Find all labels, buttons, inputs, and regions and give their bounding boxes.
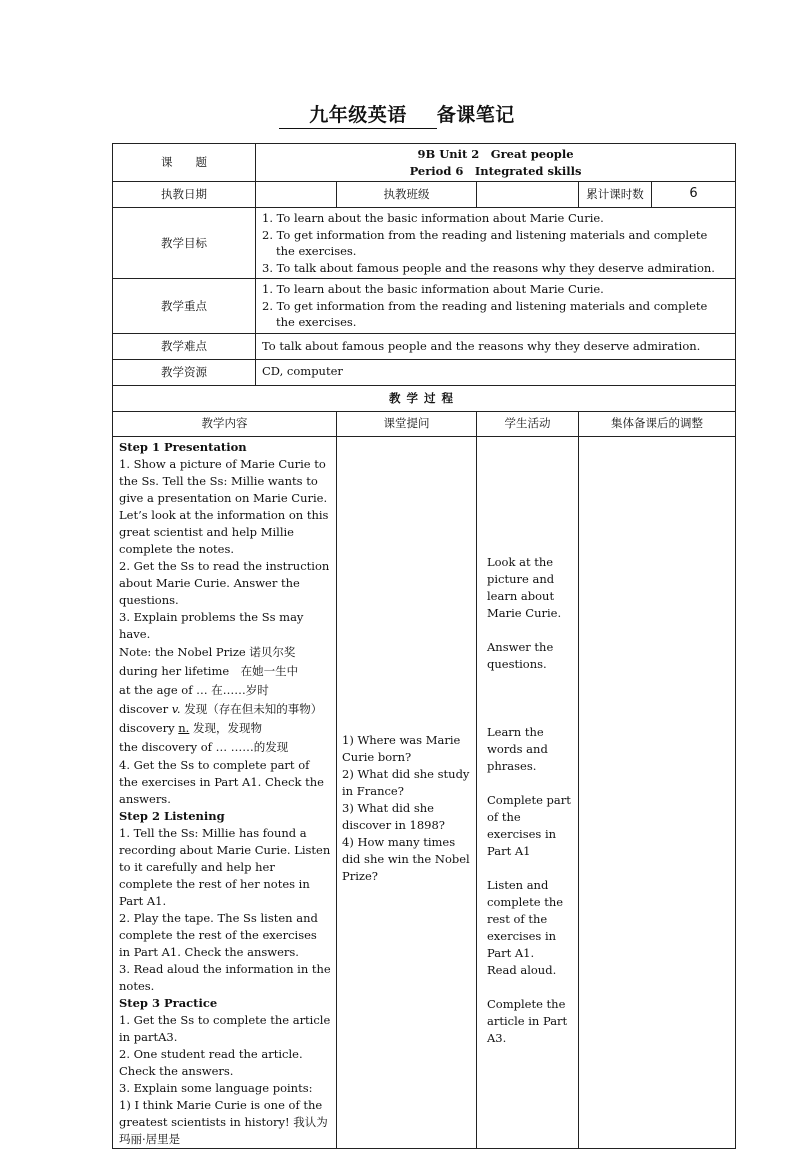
vocab-note: the discovery of … ……的发现 — [119, 739, 289, 754]
vocab-note: Note: the Nobel Prize 诺贝尔奖 — [119, 644, 296, 659]
activity-item: Complete part of the exercises in Part A1 — [487, 792, 571, 858]
goal-item: 2. To get information from the reading and listening materials and complete the exercises. — [262, 227, 708, 258]
key-point-item: 1. To learn about the basic information about Marie Curie. — [262, 282, 604, 296]
class-questions — [337, 436, 477, 1148]
resource-label: 教学资源 — [113, 359, 256, 385]
activity-item: Answer the questions. — [487, 639, 554, 671]
goal-item: 1. To learn about the basic information about Marie Curie. — [262, 211, 604, 225]
process-title: 教学过程 — [113, 385, 736, 411]
vocab-pos: n. — [178, 720, 190, 735]
vocab-definition: 发现，发现物 — [192, 720, 262, 735]
col-header-activity: 学生活动 — [477, 411, 579, 436]
content-paragraph: 1) I think Marie Curie is one of the greatest scientists in history! 我认为玛丽·居里是 — [119, 1097, 328, 1146]
goals-label: 教学目标 — [113, 208, 256, 279]
date-label: 执教日期 — [113, 182, 256, 208]
key-point-item: 2. To get information from the reading and listening materials and complete the exercises. — [262, 298, 708, 329]
key-points-list — [256, 279, 736, 334]
question-item: 3) What did she discover in 1898? — [342, 801, 445, 832]
topic-line-unit: 9B Unit 2 Great people — [417, 147, 574, 161]
step-title: Step 2 Listening — [119, 808, 225, 823]
vocab-note — [119, 719, 331, 738]
goal-item: 3. To talk about famous people and the reasons why they deserve admiration. — [262, 260, 715, 275]
vocab-word: discovery — [119, 720, 175, 735]
content-paragraph: 1. Tell the Ss: Millie has found a recording about Marie Curie. Listen to it carefully and help her complete the rest of her notes in Part A1. — [119, 825, 331, 908]
content-paragraph: 1. Get the Ss to complete the article in partA3. — [119, 1012, 331, 1044]
question-item: 4) How many times did she win the Nobel Prize? — [342, 835, 470, 883]
topic-line-period: Period 6 Integrated skills — [409, 163, 582, 178]
content-paragraph: 2. Play the tape. The Ss listen and complete the rest of the exercises in Part A1. Check the answers. — [119, 910, 318, 959]
hours-value: 6 — [652, 182, 736, 208]
vocab-note: during her lifetime 在她一生中 — [119, 663, 299, 678]
vocab-pos: v. — [171, 701, 181, 716]
title-grade-subject: 九年级英语 — [309, 100, 407, 129]
step-title: Step 1 Presentation — [119, 439, 247, 454]
hours-label: 累计课时数 — [579, 182, 652, 208]
activity-item: Complete the article in Part A3. — [487, 996, 568, 1045]
content-paragraph: 4. Get the Ss to complete part of the exercises in Part A1. Check the answers. — [119, 757, 324, 806]
goals-list — [256, 208, 736, 279]
vocab-word: discover — [119, 701, 169, 716]
title-suffix: 备课笔记 — [436, 104, 515, 126]
question-item: 1) Where was Marie Curie born? — [342, 733, 461, 764]
activity-item: Read aloud. — [487, 962, 557, 977]
content-paragraph: 2. Get the Ss to read the instruction about Marie Curie. Answer the questions. — [119, 558, 330, 607]
content-paragraph: 2. One student read the article. Check the answers. — [119, 1046, 303, 1078]
activity-item: Learn the words and phrases. — [487, 724, 548, 773]
question-item: 2) What did she study in France? — [342, 767, 470, 798]
date-value[interactable] — [256, 182, 337, 208]
activity-item: Look at the picture and learn about Marie Curie. — [487, 554, 562, 620]
content-paragraph: 1. Show a picture of Marie Curie to the Ss. Tell the Ss: Millie wants to give a presentation on Marie Curie. Let’s look at the information on this great scientist and help Millie complete the notes. — [119, 456, 329, 556]
resource-value: CD, computer — [256, 359, 736, 385]
key-points-label: 教学重点 — [113, 279, 256, 334]
teaching-content — [113, 436, 337, 1148]
col-header-questions: 课堂提问 — [337, 411, 477, 436]
content-paragraph: 3. Explain problems the Ss may have. — [119, 609, 304, 641]
difficult-value: To talk about famous people and the reasons why they deserve admiration. — [256, 333, 736, 359]
col-header-adjust: 集体备课后的调整 — [579, 411, 736, 436]
content-paragraph: 3. Read aloud the information in the notes. — [119, 961, 331, 993]
topic-value — [256, 144, 736, 182]
lesson-plan-table — [112, 143, 736, 1149]
vocab-note — [119, 700, 331, 719]
class-value[interactable] — [477, 182, 579, 208]
content-paragraph: 3. Explain some language points: — [119, 1080, 313, 1095]
page-title — [0, 100, 794, 129]
class-label: 执教班级 — [337, 182, 477, 208]
topic-label: 课 题 — [113, 144, 256, 182]
difficult-label: 教学难点 — [113, 333, 256, 359]
student-activities — [477, 436, 579, 1148]
col-header-content: 教学内容 — [113, 411, 337, 436]
post-review-adjustments[interactable] — [579, 436, 736, 1148]
activity-item: Listen and complete the rest of the exercises in Part A1. — [487, 877, 564, 960]
vocab-note: at the age of … 在……岁时 — [119, 682, 269, 697]
step-title: Step 3 Practice — [119, 995, 218, 1010]
vocab-definition: 发现（存在但未知的事物） — [184, 701, 323, 716]
